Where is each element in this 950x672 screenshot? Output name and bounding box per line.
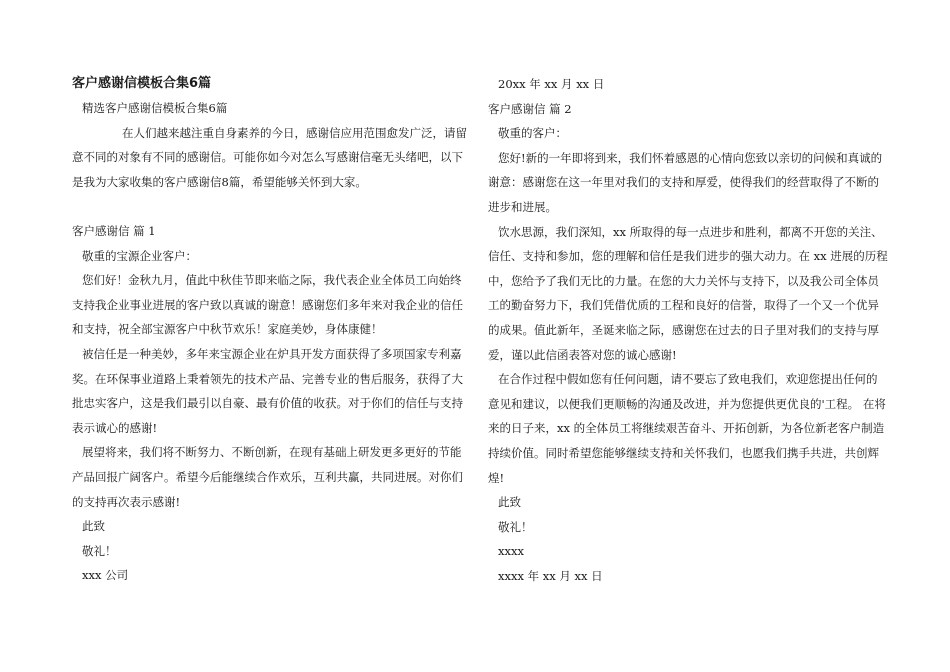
letter2-line: 持续价值。同时希望您能够继续支持和关怀我们，也愿我们携手共进，共创辉: [488, 445, 879, 460]
letter1-line: 奖。在环保事业道路上秉着领先的技术产品、完善专业的售后服务，获得了大: [72, 371, 463, 386]
letter1-line: 表示诚心的感谢!: [72, 420, 158, 435]
document-title: 客户感谢信模板合集6篇: [72, 76, 212, 91]
letter2-line: 煌!: [488, 470, 505, 485]
letter2-line: 饮水思源，我们深知，xx 所取得的每一点进步和胜利，都离不开您的关注、: [498, 224, 883, 239]
letter2-line: 意见和建议，以便我们更顺畅的沟通及改进，并为您提供更优良的'工程。 在将: [488, 396, 886, 411]
letter1-line: 的支持再次表示感谢!: [72, 494, 181, 509]
letter2-signature: xxxx: [498, 544, 524, 559]
letter1-line: 和支持，祝全部宝源客户中秋节欢乐！家庭美妙，身体康健！: [72, 322, 383, 337]
letter2-line: 在合作过程中假如您有任何问题，请不要忘了致电我们，欢迎您提出任何的: [498, 372, 878, 387]
letter1-line: 支持我企业事业进展的客户致以真诚的谢意！感谢您们多年来对我企业的信任: [72, 297, 463, 312]
letter1-signature: xxx 公司: [82, 568, 129, 583]
letter2-salutation: 敬重的客户：: [498, 126, 567, 141]
letter2-line: 信任、支持和参加，您的理解和信任是我们进步的强大动力。在 xx 进展的历程: [488, 249, 888, 264]
letter1-heading: 客户感谢信 篇 1: [72, 223, 156, 238]
letter1-line: 产品回报广阔客户。希望今后能继续合作欢乐，互利共赢，共同进展。对你们: [72, 469, 463, 484]
letter2-line: 工的勤奋努力下，我们凭借优质的工程和良好的信誉，取得了一个又一个优异: [488, 298, 879, 313]
right-column: [488, 72, 888, 588]
letter1-closing: 敬礼！: [82, 543, 117, 558]
document-subtitle: 精选客户感谢信模板合集6篇: [82, 101, 228, 115]
letter1-line: 被信任是一种美妙，多年来宝源企业在炉具开发方面获得了多项国家专利嘉: [82, 346, 462, 361]
letter2-closing: 敬礼！: [498, 519, 533, 534]
letter2-line: 来的日子来，xx 的全体员工将继续艰苦奋斗、开拓创新，为各位新老客户制造: [488, 421, 885, 436]
letter1-closing: 此致: [82, 519, 105, 534]
letter2-line: 进步和进展。: [488, 199, 557, 214]
blank-line: [72, 194, 464, 219]
letter2-line: 中，您给予了我们无比的力量。在您的大力关怀与支持下，以及我公司全体员: [488, 273, 879, 288]
letter2-line: 爱，谨以此信函表答对您的诚心感谢!: [488, 347, 677, 362]
letter1-line: 展望将来，我们将不断努力、不断创新，在现有基础上研发更多更好的节能: [82, 445, 462, 460]
letter1-salutation: 敬重的宝源企业客户：: [82, 248, 197, 263]
letter1-line: 批忠实客户，这是我们最引以自豪、最有价值的收获。对于你们的信任与支持: [72, 396, 463, 411]
letter1-date: 20xx 年 xx 月 xx 日: [498, 77, 605, 91]
letter2-line: 的成果。值此新年，圣诞来临之际，感谢您在过去的日子里对我们的支持与厚: [488, 322, 879, 337]
letter2-date: xxxx 年 xx 月 xx 日: [498, 568, 603, 583]
letter2-closing: 此致: [498, 495, 521, 510]
letter2-line: 您好!新的一年即将到来，我们怀着感恩的心情向您致以亲切的问候和真诚的: [498, 150, 883, 165]
intro-line: 意不同的对象有不同的感谢信。可能你如今对怎么写感谢信毫无头绪吧，以下: [72, 150, 463, 165]
letter2-line: 谢意：感谢您在这一年里对我们的支持和厚爱，使得我们的经营取得了不断的: [488, 175, 879, 190]
intro-line: 在人们越来越注重自身素养的今日，感谢信应用范围愈发广泛，请留: [122, 125, 467, 140]
letter2-heading: 客户感谢信 篇 2: [488, 101, 572, 116]
intro-line: 是我为大家收集的客户感谢信8篇，希望能够关怀到大家。: [72, 174, 367, 189]
left-column: [72, 72, 467, 588]
letter1-line: 您们好！金秋九月，值此中秋佳节即来临之际，我代表企业全体员工向始终: [82, 273, 462, 288]
